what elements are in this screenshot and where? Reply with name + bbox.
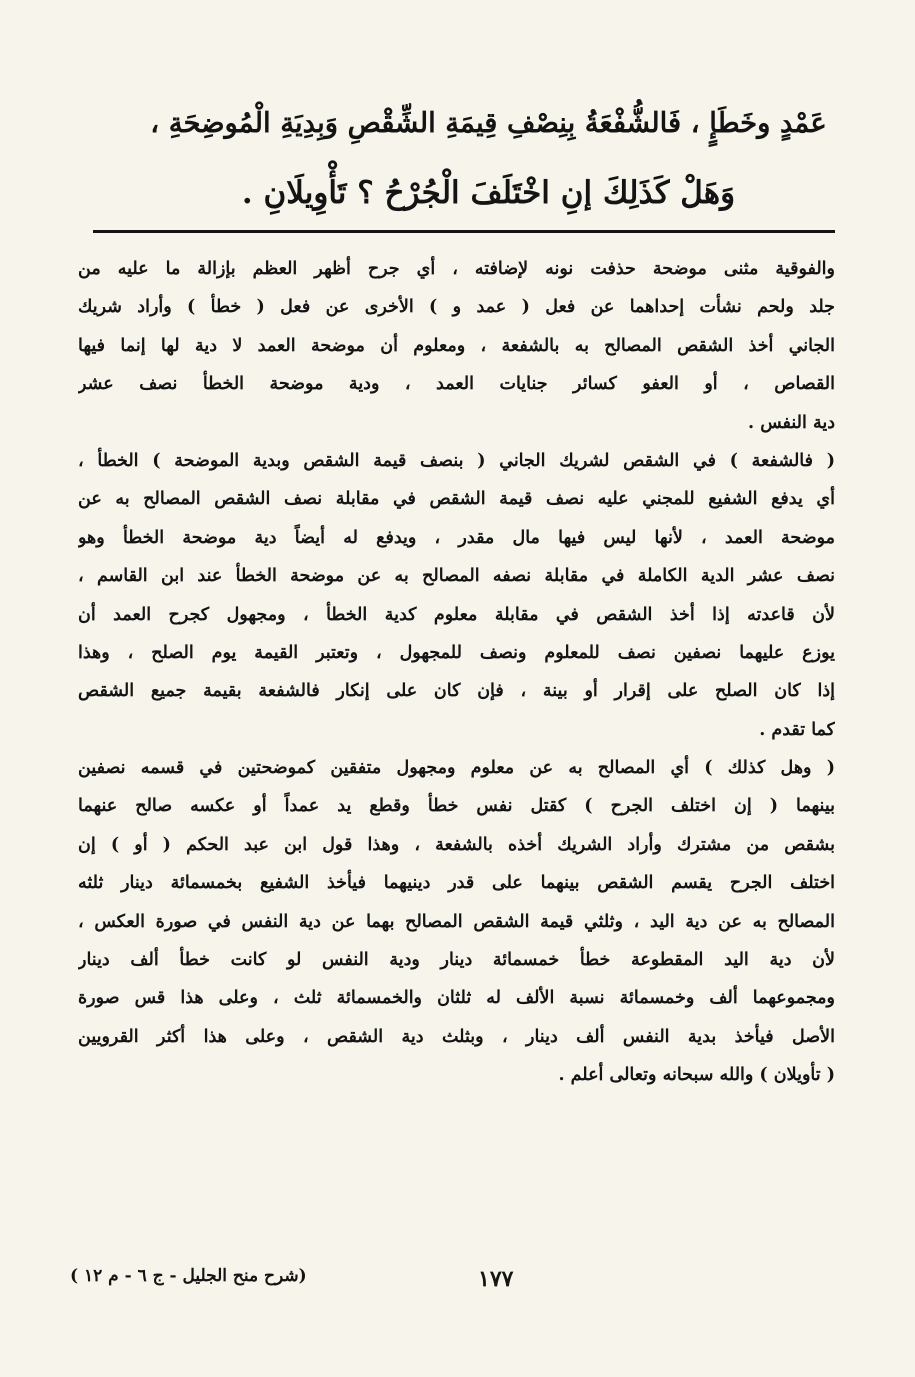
sharh-line: إذا كان الصلح على إقرار أو بينة ، فإن كان على إنكار فالشفعة بقيمة جميع الشقص bbox=[78, 681, 835, 702]
sharh-line: ( فالشفعة ) في الشقص لشريك الجاني ( بنصف قيمة الشقص وبدية الموضحة ) الخطأ ، bbox=[78, 450, 835, 471]
sharh-line: ( تأويلان ) والله سبحانه وتعالى أعلم . bbox=[558, 1065, 835, 1086]
sharh-line: الجاني أخذ الشقص المصالح به بالشفعة ، ومعلوم أن موضحة العمد لا دية لها إنما فيها bbox=[78, 335, 835, 356]
sharh-line: ومجموعهما ألف وخمسمائة نسبة الألف له ثلثان والخمسمائة ثلث ، وعلى هذا قس صورة bbox=[78, 988, 835, 1009]
sharh-line: القصاص ، أو العفو كسائر جنايات العمد ، ودية موضحة الخطأ نصف عشر bbox=[78, 374, 835, 395]
matn-line-1: عَمْدٍ وخَطَإٍ ، فَالشُّفْعَةُ بِنِصْفِ قِيمَةِ الشِّقْصِ وَبِدِيَةِ الْمُوضِحَةِ ، bbox=[150, 107, 827, 139]
sharh-line: لأن قاعدته إذا أخذ الشقص في مقابلة معلوم كدية الخطأ ، ومجهول كجرح العمد أن bbox=[78, 604, 835, 625]
sharh-line: موضحة العمد ، لأنها ليس فيها مال مقدر ، ويدفع له أيضاً دية موضحة الخطأ وهو bbox=[78, 527, 835, 548]
book-reference: (شرح منح الجليل - ج ٦ - م ١٢ ) bbox=[70, 1266, 307, 1286]
sharh-text bbox=[78, 250, 835, 1095]
sharh-line: المصالح به عن دية اليد ، وثلثي قيمة الشقص المصالح بهما عن دية النفس في صورة العكس ، bbox=[78, 911, 835, 932]
separator-rule bbox=[93, 230, 835, 233]
sharh-line: كما تقدم . bbox=[759, 719, 835, 740]
sharh-line: ( وهل كذلك ) أي المصالح به عن معلوم ومجهول متفقين كموضحتين في قسمه نصفين bbox=[78, 758, 835, 779]
sharh-line: يوزع عليهما نصفين نصف للمعلوم ونصف للمجهول ، وتعتبر القيمة يوم الصلح ، وهذا bbox=[78, 642, 835, 663]
sharh-line: لأن دية اليد المقطوعة خطأ خمسمائة دينار ودية النفس لو كانت خطأ ألف دينار bbox=[78, 950, 835, 971]
matn-line-2: وَهَلْ كَذَلِكَ إنِ اخْتَلَفَ الْجُرْحُ ؟ تَأْوِيلَانِ . bbox=[241, 175, 736, 211]
sharh-line: اختلف الجرح يقسم الشقص بينهما على قدر دينيهما فيأخذ الشفيع بخمسمائة دينار ثلثه bbox=[78, 873, 835, 894]
matn-text bbox=[150, 88, 827, 228]
sharh-line: الأصل فيأخذ بدية النفس ألف دينار ، وبثلث دية الشقص ، وعلى هذا أكثر القرويين bbox=[78, 1026, 835, 1047]
sharh-line: نصف عشر الدية الكاملة في مقابلة نصفه المصالح به عن موضحة الخطأ عند ابن القاسم ، bbox=[78, 566, 835, 587]
sharh-line: بشقص من مشترك وأراد الشريك أخذه بالشفعة ، وهذا قول ابن عبد الحكم ( أو ) إن bbox=[78, 834, 835, 855]
page-footer bbox=[70, 1266, 835, 1300]
sharh-line: والفوقية مثنى موضحة حذفت نونه لإضافته ، أي جرح أظهر العظم بإزالة ما عليه من bbox=[78, 259, 835, 279]
sharh-line: جلد ولحم نشأت إحداهما عن فعل ( عمد و ) الأخرى عن فعل ( خطأ ) وأراد شريك bbox=[78, 297, 835, 318]
sharh-line: دية النفس . bbox=[748, 412, 835, 433]
sharh-line: أي يدفع الشفيع للمجني عليه نصف قيمة الشقص في مقابلة نصف الشقص المصالح به عن bbox=[78, 489, 835, 510]
sharh-line: بينهما ( إن اختلف الجرح ) كقتل نفس خطأ وقطع يد عمداً أو عكسه صالح عنهما bbox=[78, 796, 835, 817]
page-number: ١٧٧ bbox=[478, 1266, 514, 1292]
